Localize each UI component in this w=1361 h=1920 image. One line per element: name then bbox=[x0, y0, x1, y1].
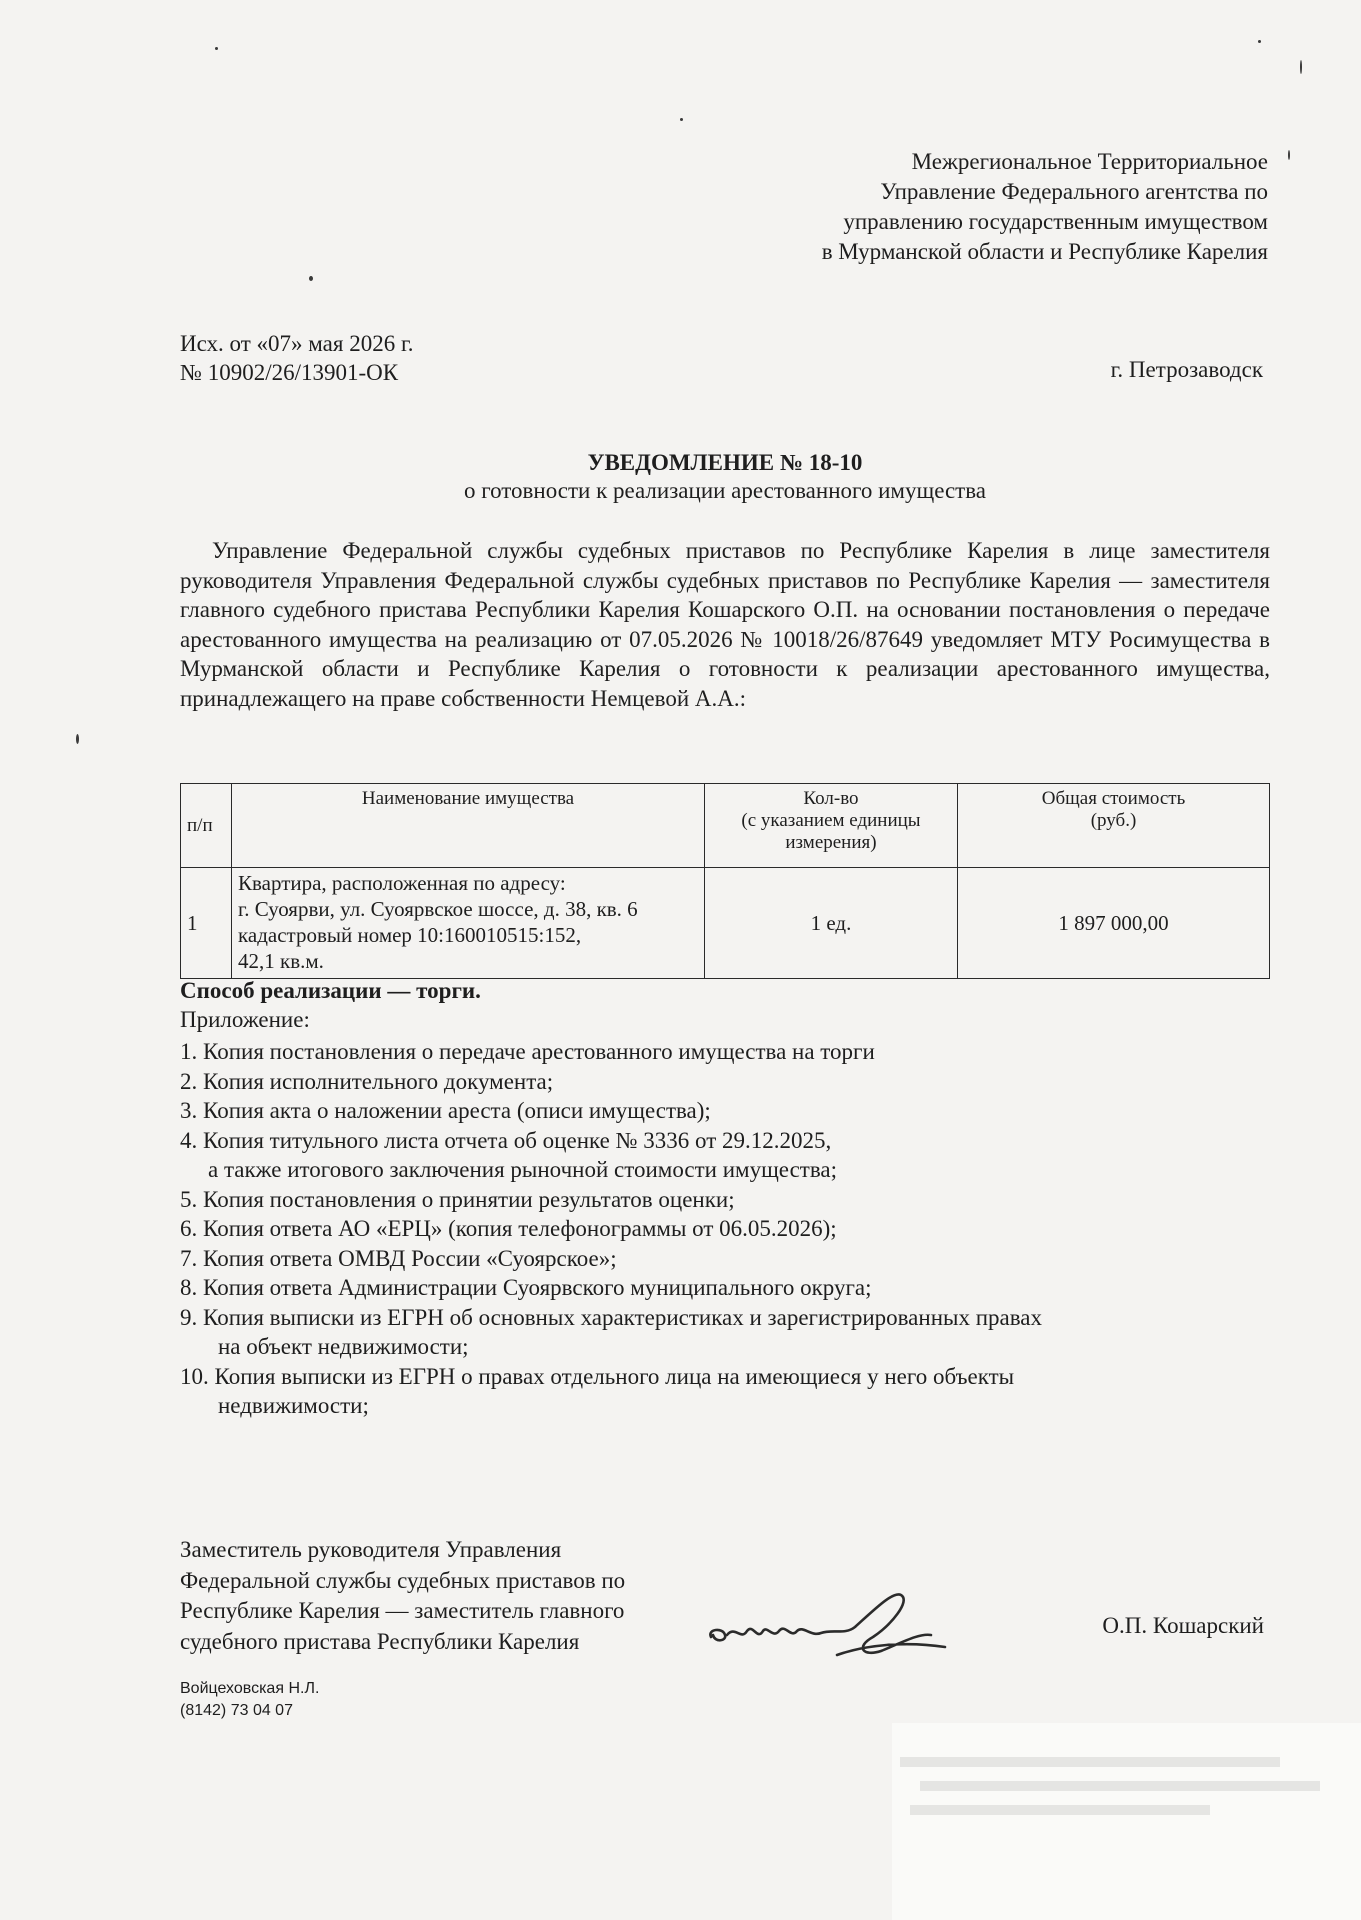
appendix-label: Приложение: bbox=[180, 1007, 310, 1032]
signatory-line: судебного пристава Республики Карелия bbox=[180, 1628, 580, 1654]
attachment-item: 4. Копия титульного листа отчета об оценке № 3336 от 29.12.2025, а также итогового заключения рыночной стоимости имущества; bbox=[180, 1127, 838, 1182]
header-price-line: (руб.) bbox=[1090, 810, 1137, 831]
notice-title: УВЕДОМЛЕНИЕ № 18-10 bbox=[587, 450, 863, 475]
row-name-line: кадастровый номер 10:160010515:152, bbox=[238, 923, 582, 947]
attachment-item: 9. Копия выписки из ЕГРН об основных характеристиках и зарегистрированных правах на объект недвижимости; bbox=[180, 1304, 1042, 1359]
signatory-line: Заместитель руководителя Управления bbox=[180, 1537, 562, 1562]
row-qty: 1 ед. bbox=[705, 868, 958, 979]
attachment-item: 6. Копия ответа АО «ЕРЦ» (копия телефонограммы от 06.05.2026); bbox=[180, 1216, 837, 1241]
scan-speck bbox=[76, 734, 79, 744]
header-qty-line: (с указанием единицы bbox=[741, 810, 921, 831]
property-table bbox=[180, 783, 1270, 979]
row-num: 1 bbox=[181, 868, 232, 979]
row-price: 1 897 000,00 bbox=[958, 868, 1270, 979]
faded-stamp bbox=[900, 1745, 1320, 1835]
header-price bbox=[958, 784, 1270, 868]
executor-name: Войцеховская Н.Л. bbox=[180, 1680, 320, 1697]
outgoing-date: Исх. от «07» мая 2026 г. bbox=[180, 331, 414, 356]
attachment-item: 7. Копия ответа ОМВД России «Суоярское»; bbox=[180, 1245, 617, 1271]
attachment-item: 5. Копия постановления о принятии результатов оценки; bbox=[180, 1186, 735, 1212]
header-qty-line: измерения) bbox=[785, 832, 877, 853]
table-header-row bbox=[181, 784, 1270, 868]
attachment-item: 3. Копия акта о наложении ареста (описи имущества); bbox=[180, 1098, 711, 1123]
notice-heading bbox=[180, 449, 1270, 505]
scan-speck bbox=[1300, 60, 1302, 74]
scan-speck bbox=[1258, 40, 1261, 43]
city: г. Петрозаводск bbox=[1110, 357, 1263, 382]
sale-method: Способ реализации — торги. bbox=[180, 978, 481, 1003]
addressee-block bbox=[708, 147, 1268, 267]
table-row bbox=[181, 868, 1270, 979]
header-name: Наименование имущества bbox=[232, 784, 705, 868]
notice-subtitle: о готовности к реализации арестованного имущества bbox=[463, 478, 986, 503]
scan-speck bbox=[215, 47, 218, 50]
scan-speck bbox=[1288, 150, 1290, 160]
addressee-line: Управление Федерального агентства по bbox=[880, 179, 1268, 204]
header-qty-line: Кол-во bbox=[803, 788, 859, 809]
header-num: п/п bbox=[181, 784, 232, 868]
row-name bbox=[232, 868, 705, 979]
addressee-line: управлению государственным имуществом bbox=[843, 209, 1268, 234]
header-price-line: Общая стоимость bbox=[1041, 788, 1186, 809]
header-qty bbox=[705, 784, 958, 868]
row-name-line: Квартира, расположенная по адресу: bbox=[238, 871, 566, 895]
signatory-position bbox=[180, 1535, 625, 1657]
attachments-list bbox=[180, 1037, 1210, 1421]
addressee-line: Межрегиональное Территориальное bbox=[911, 149, 1268, 174]
attachment-item: 2. Копия исполнительного документа; bbox=[180, 1068, 554, 1094]
row-name-line: г. Суоярви, ул. Суоярвское шоссе, д. 38, кв. 6 bbox=[238, 897, 638, 921]
executor-phone: (8142) 73 04 07 bbox=[180, 1702, 293, 1719]
notice-body: Управление Федеральной службы судебных приставов по Республике Карелия в лице заместителя руководителя Управления Федеральной службы судебных приставов по Республике Карелия — заместителя главного судебного пристава Республики Карелия Кошарского О.П. на основании постановления о передаче арестованного имущества на реализацию от 07.05.2026 № 10018/26/87649 уведомляет МТУ Росимущества в Мурманской области и Республике Карелия о готовности к реализации арестованного имущества, принадлежащего на праве собственности Немцевой А.А.: bbox=[180, 538, 1270, 711]
handwritten-signature bbox=[705, 1585, 985, 1675]
signatory-line: Федеральной службы судебных приставов по bbox=[180, 1567, 626, 1593]
executor-block bbox=[180, 1678, 319, 1722]
signer-name: О.П. Кошарский bbox=[1102, 1613, 1264, 1638]
attachment-item: 10. Копия выписки из ЕГРН о правах отдельного лица на имеющиеся у него объекты недвижимости; bbox=[180, 1363, 1015, 1418]
signatory-line: Республике Карелия — заместитель главного bbox=[180, 1598, 625, 1623]
scan-speck bbox=[680, 118, 683, 121]
attachment-item: 8. Копия ответа Администрации Суоярвского муниципального округа; bbox=[180, 1275, 872, 1300]
attachment-item: 1. Копия постановления о передаче арестованного имущества на торги bbox=[180, 1039, 875, 1064]
row-name-line: 42,1 кв.м. bbox=[238, 949, 324, 973]
outgoing-reference bbox=[180, 329, 414, 387]
addressee-line: в Мурманской области и Республике Карелия bbox=[821, 239, 1268, 264]
scan-speck bbox=[309, 276, 313, 281]
outgoing-number: № 10902/26/13901-ОК bbox=[180, 360, 399, 385]
